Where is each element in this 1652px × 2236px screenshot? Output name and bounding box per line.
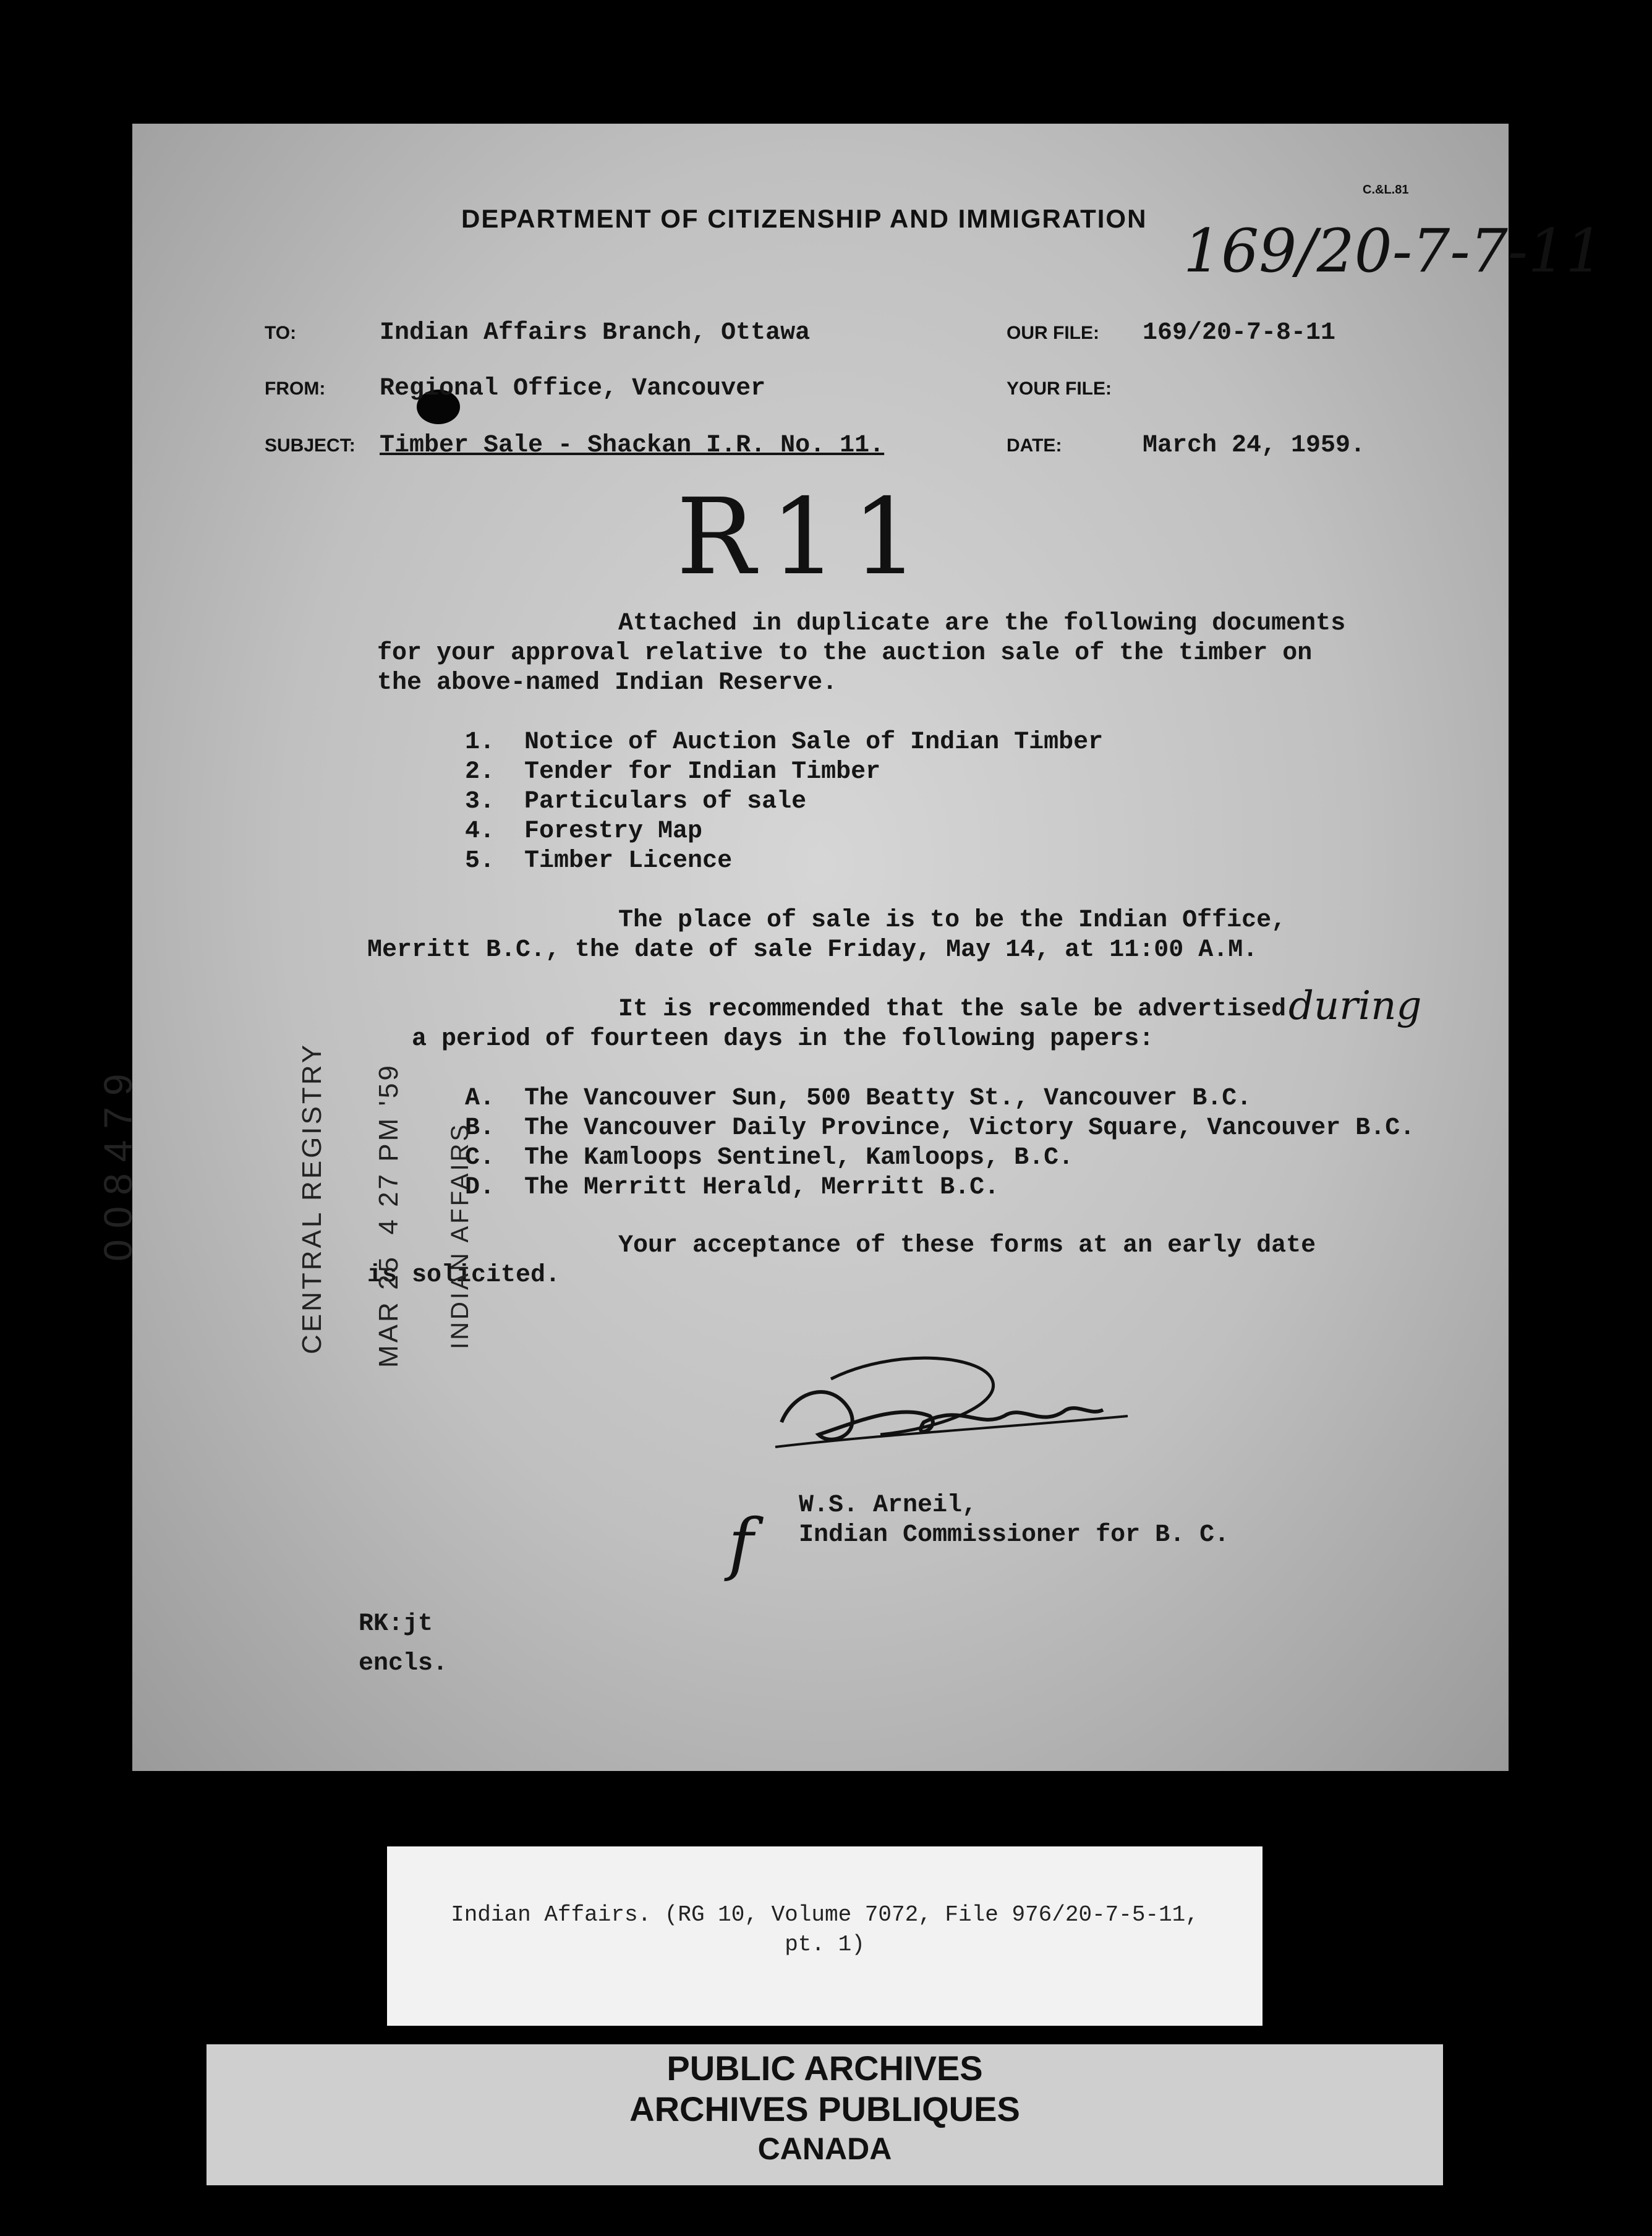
subject-value: Timber Sale - Shackan I.R. No. 11. — [380, 432, 885, 459]
your-file-label: YOUR FILE: — [1007, 378, 1112, 399]
closing-line-2: is solicited. — [367, 1261, 561, 1289]
handwritten-r11: R11 — [676, 476, 934, 599]
public-archives-stamp — [206, 2044, 1443, 2185]
intro-line-1: Attached in duplicate are the following documents — [618, 610, 1346, 638]
signer-name: W.S. Arneil, — [799, 1491, 977, 1519]
received-date-stamp: MAR 25 4 27 PM '59 — [373, 1063, 404, 1368]
document-item-3: 3. Particulars of sale — [465, 788, 807, 816]
central-registry-stamp: CENTRAL REGISTRY — [297, 1042, 327, 1354]
enclosures: encls. — [359, 1650, 448, 1678]
recommend-line-1: It is recommended that the sale be advertised — [618, 996, 1287, 1023]
document-item-1: 1. Notice of Auction Sale of Indian Timber — [465, 728, 1104, 756]
closing-line-1: Your acceptance of these forms at an early date — [618, 1232, 1316, 1260]
subject-label: SUBJECT: — [265, 435, 356, 456]
date-label: DATE: — [1007, 435, 1062, 456]
letter-page — [96, 124, 1604, 1771]
department-heading: DEPARTMENT OF CITIZENSHIP AND IMMIGRATION — [461, 204, 1147, 233]
handwritten-signature — [757, 1342, 1140, 1478]
place-line-2: Merritt B.C., the date of sale Friday, May 14, at 11:00 A.M. — [367, 936, 1258, 964]
archive-reference-line-1: Indian Affairs. (RG 10, Volume 7072, File 976/20-7-5-11, — [451, 1902, 1199, 1927]
to-value: Indian Affairs Branch, Ottawa — [380, 319, 811, 347]
handwritten-per-mark: f — [728, 1504, 754, 1583]
handwritten-file-number: 169/20-7-7-11 — [1183, 216, 1604, 286]
archives-line-1: PUBLIC ARCHIVES — [666, 2049, 983, 2088]
document-item-4: 4. Forestry Map — [465, 817, 703, 845]
archive-reference-label — [387, 1846, 1262, 2026]
registry-number-stamp: 008479 — [96, 1062, 140, 1261]
paper-item-c: C. The Kamloops Sentinel, Kamloops, B.C. — [465, 1144, 1074, 1172]
paper-item-b: B. The Vancouver Daily Province, Victory Square, Vancouver B.C. — [465, 1114, 1415, 1142]
date-value: March 24, 1959. — [1143, 432, 1366, 459]
to-label: TO: — [265, 323, 297, 343]
handwritten-during: during — [1288, 983, 1422, 1029]
our-file-value: 169/20-7-8-11 — [1143, 319, 1336, 347]
initials: RK:jt — [359, 1610, 433, 1638]
paper-item-a: A. The Vancouver Sun, 500 Beatty St., Vancouver B.C. — [465, 1085, 1252, 1112]
archive-reference-line-2: pt. 1) — [785, 1932, 865, 1957]
our-file-label: OUR FILE: — [1007, 323, 1099, 343]
paper-item-d: D. The Merritt Herald, Merritt B.C. — [465, 1174, 1000, 1201]
intro-line-3: the above-named Indian Reserve. — [377, 669, 838, 697]
from-label: FROM: — [265, 378, 326, 399]
recommend-line-2: a period of fourteen days in the following papers: — [412, 1025, 1154, 1053]
archives-line-2: ARCHIVES PUBLIQUES — [629, 2089, 1020, 2128]
form-code: C.&L.81 — [1363, 183, 1409, 197]
document-item-2: 2. Tender for Indian Timber — [465, 758, 881, 786]
signer-title: Indian Commissioner for B. C. — [799, 1521, 1230, 1549]
place-line-1: The place of sale is to be the Indian Office, — [618, 907, 1287, 934]
archives-line-3: CANADA — [757, 2131, 892, 2166]
indian-affairs-stamp: INDIAN AFFAIRS — [446, 1122, 474, 1349]
from-value: Regional Office, Vancouver — [380, 375, 766, 403]
document-item-5: 5. Timber Licence — [465, 847, 733, 875]
intro-line-2: for your approval relative to the auction sale of the timber on — [377, 639, 1313, 667]
